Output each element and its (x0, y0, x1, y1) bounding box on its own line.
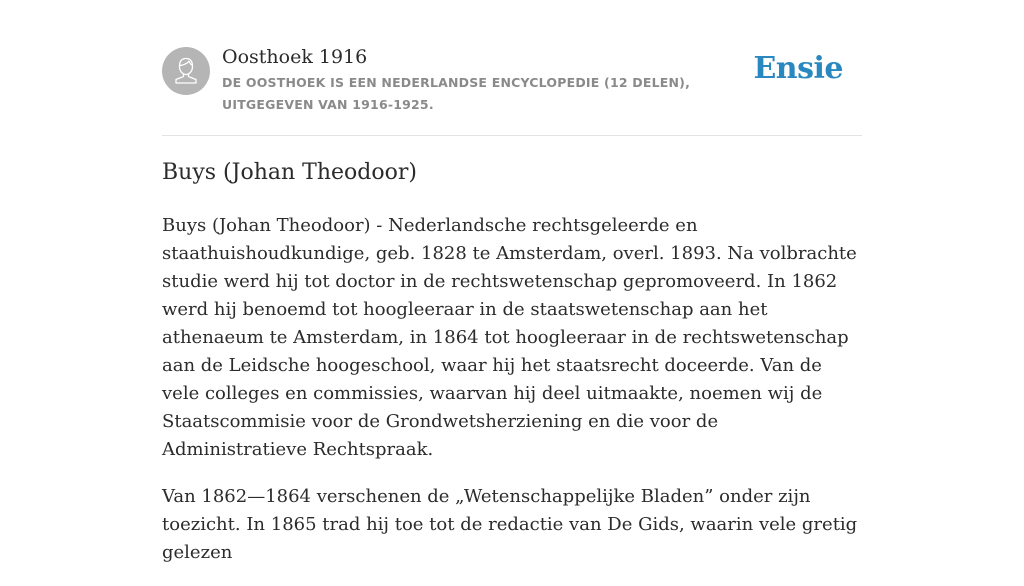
source-title[interactable]: Oosthoek 1916 (222, 46, 368, 68)
header-divider (162, 135, 862, 136)
article-paragraph: Van 1862—1864 verschenen de „Wetenschappelijke Bladen” onder zijn toezicht. In 1865 trad hij toe tot de redactie van De Gids, waarin vele gretig gelezen (162, 486, 858, 563)
ensie-logo[interactable]: Ensie (753, 51, 843, 86)
source-header (162, 45, 862, 135)
article-paragraph: Buys (Johan Theodoor) - Nederlandsche rechtsgeleerde en staathuishoudkundige, geb. 1828 te Amsterdam, overl. 1893. Na volbrachte studie werd hij tot doctor in de rechtswetenschap gepromoveerd. In 1862 werd hij benoemd tot hoogleeraar in de staatswetenschap aan het athenaeum te Amsterdam, in 1864 tot hoogleeraar in de rechtswetenschap aan de Leidsche hoogeschool, waar hij het staatsrecht doceerde. Van de vele colleges en commissies, waarvan hij deel uitmaakte, noemen wij de Staatscommisie voor de Grondwetsherziening en die voor de Administratieve Rechtspraak. (162, 215, 857, 460)
user-icon[interactable] (162, 47, 210, 95)
article-body (162, 212, 864, 586)
source-description: DE OOSTHOEK IS EEN NEDERLANDSE ENCYCLOPEDIE (12 DELEN), UITGEGEVEN VAN 1916-1925. (222, 75, 691, 112)
article-title: Buys (Johan Theodoor) (162, 160, 417, 185)
